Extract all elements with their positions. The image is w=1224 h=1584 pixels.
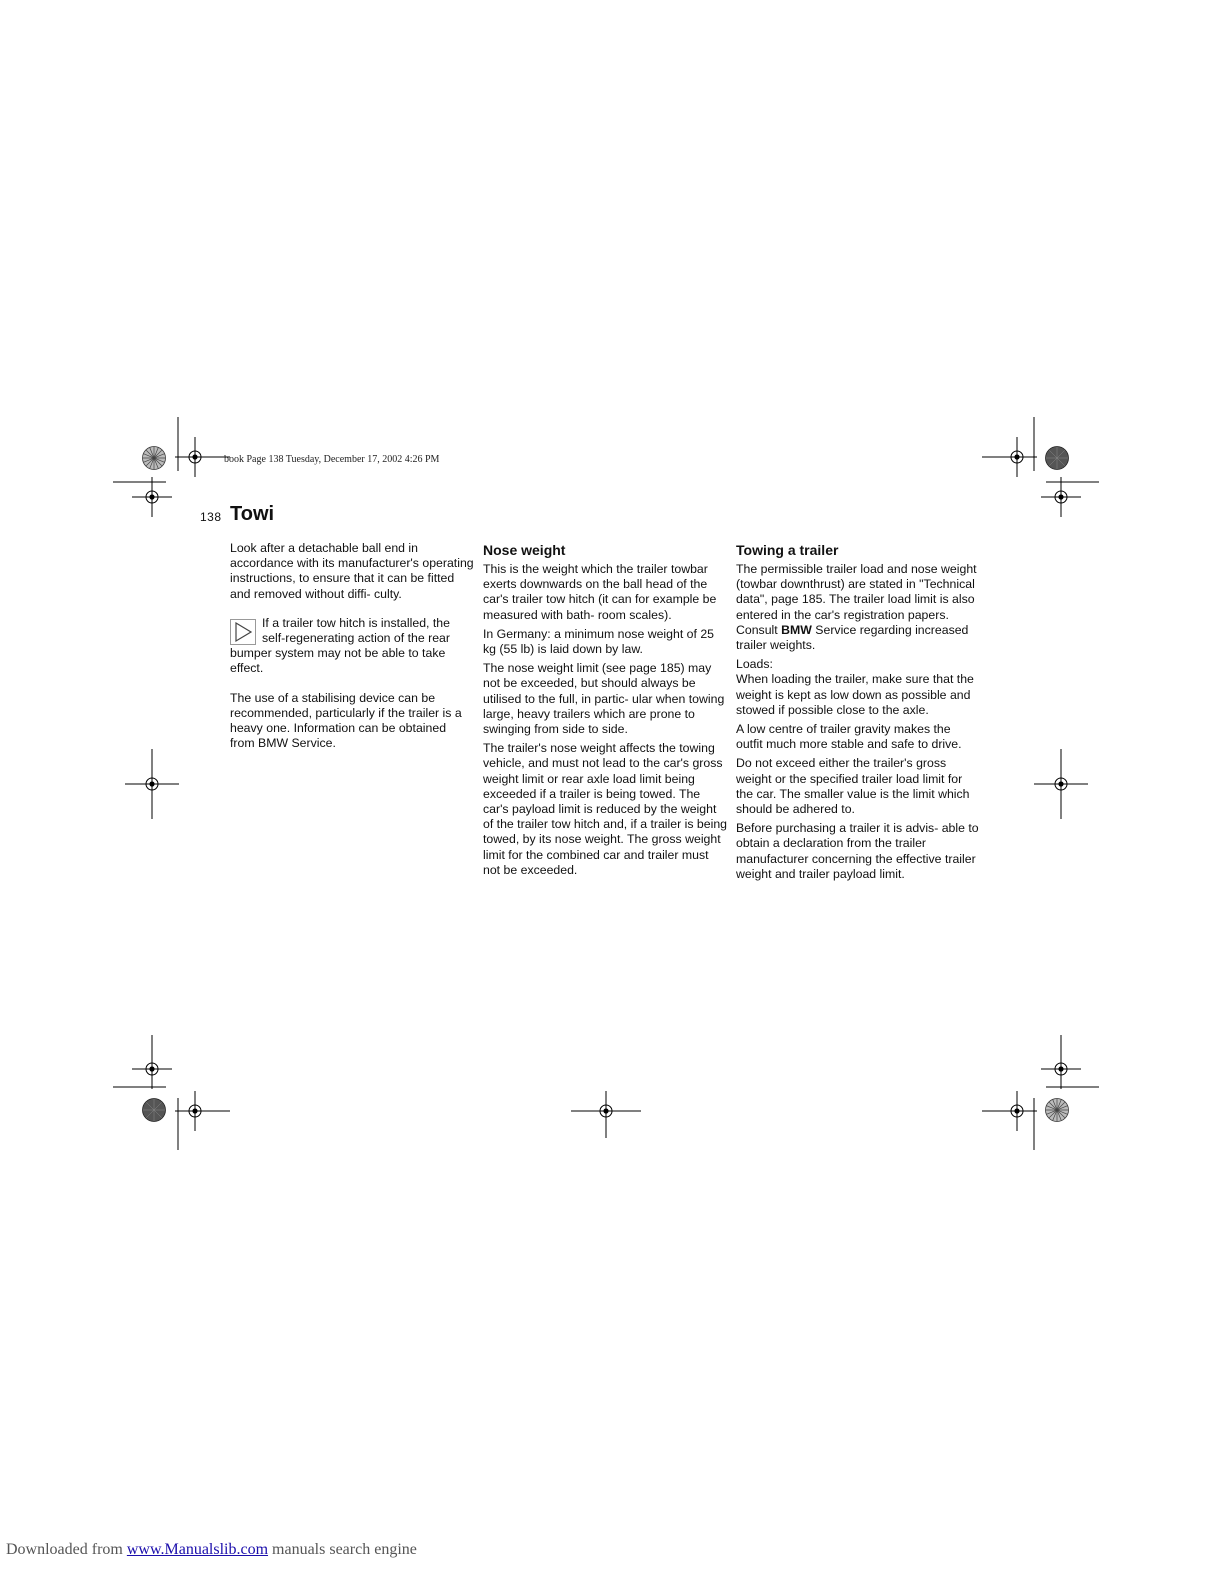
footer-prefix: Downloaded from <box>6 1541 123 1558</box>
paragraph: This is the weight which the trailer towbar exerts downwards on the ball head of the car's trailer tow hitch (it can for example be measured with bath- room scales). <box>483 562 717 622</box>
footer-suffix: manuals search engine <box>272 1541 417 1558</box>
column-left <box>230 541 474 765</box>
paragraph: A low centre of trailer gravity makes the outfit much more stable and safe to drive. <box>736 722 962 752</box>
color-rosette-icon <box>143 1099 166 1122</box>
column-middle <box>483 541 727 882</box>
paragraph: Do not exceed either the trailer's gross weight or the specified trailer load limit for the car. The smaller value is the limit which should be adhered to. <box>736 756 970 817</box>
paragraph: The nose weight limit (see page 185) may not be exceeded, but should always be utilised to the full, in partic- ular when towing large, heavy trailers which are prone to swinging from side to side. <box>483 661 725 737</box>
paragraph: The use of a stabilising device can be recommended, particularly if the trailer is a heavy one. Information can be obtained from BMW Service. <box>230 690 462 751</box>
registration-mark-icon <box>1041 477 1081 517</box>
paragraph: In Germany: a minimum nose weight of 25 kg (55 lb) is laid down by law. <box>483 626 715 657</box>
triangle-arrow-icon <box>230 619 256 645</box>
color-rosette-icon <box>1046 447 1069 470</box>
section-heading: Nose weight <box>483 542 566 558</box>
paragraph-text: The permissible trailer load and nose weight (towbar downthrust) are stated in "Technical data", page 185. The trailer load limit is also entered in the car's registration papers. Consult <box>736 562 977 637</box>
manualslib-link[interactable]: www.Manualslib.com <box>126 1541 269 1558</box>
print-slug: book Page 138 Tuesday, December 17, 2002 4:26 PM <box>224 454 440 465</box>
registration-mark-icon <box>132 477 172 517</box>
color-rosette-icon <box>1046 1099 1069 1122</box>
paragraph <box>736 562 980 653</box>
paragraph: When loading the trailer, make sure that the weight is kept as low down as possible and stowed if possible close to the axle. <box>736 672 974 717</box>
loads-label: Loads: <box>736 657 773 672</box>
page-title: Towi <box>230 503 275 525</box>
paragraph: Before purchasing a trailer it is advis- able to obtain a declaration from the trailer manufacturer concerning the effective trailer weight and trailer payload limit. <box>736 821 979 881</box>
column-right <box>736 541 980 886</box>
page-number: 138 <box>200 510 222 524</box>
paragraph: Look after a detachable ball end in accordance with its manufacturer's operating instructions, to ensure that it can be fitted and removed without diffi- culty. <box>230 541 474 601</box>
bold-text: BMW <box>781 622 812 637</box>
section-heading: Towing a trailer <box>736 542 839 558</box>
note-box <box>230 616 474 677</box>
color-rosette-icon <box>143 447 166 470</box>
paragraph: The trailer's nose weight affects the towing vehicle, and must not lead to the car's gross weight limit or rear axle load limit being exceeded if a trailer is being towed. The car's payload limit is reduced by the weight of the trailer tow hitch and, if a trailer is being towed, by its nose weight. The gross weight limit for the combined car and trailer must not be exceeded. <box>483 741 728 877</box>
paragraph-text: Service regarding increased trailer weights. <box>736 622 969 653</box>
note-text: If a trailer tow hitch is installed, the self-regenerating action of the rear bumper system may not be able to take effect. <box>230 615 450 676</box>
footer-download-line <box>6 1541 417 1559</box>
